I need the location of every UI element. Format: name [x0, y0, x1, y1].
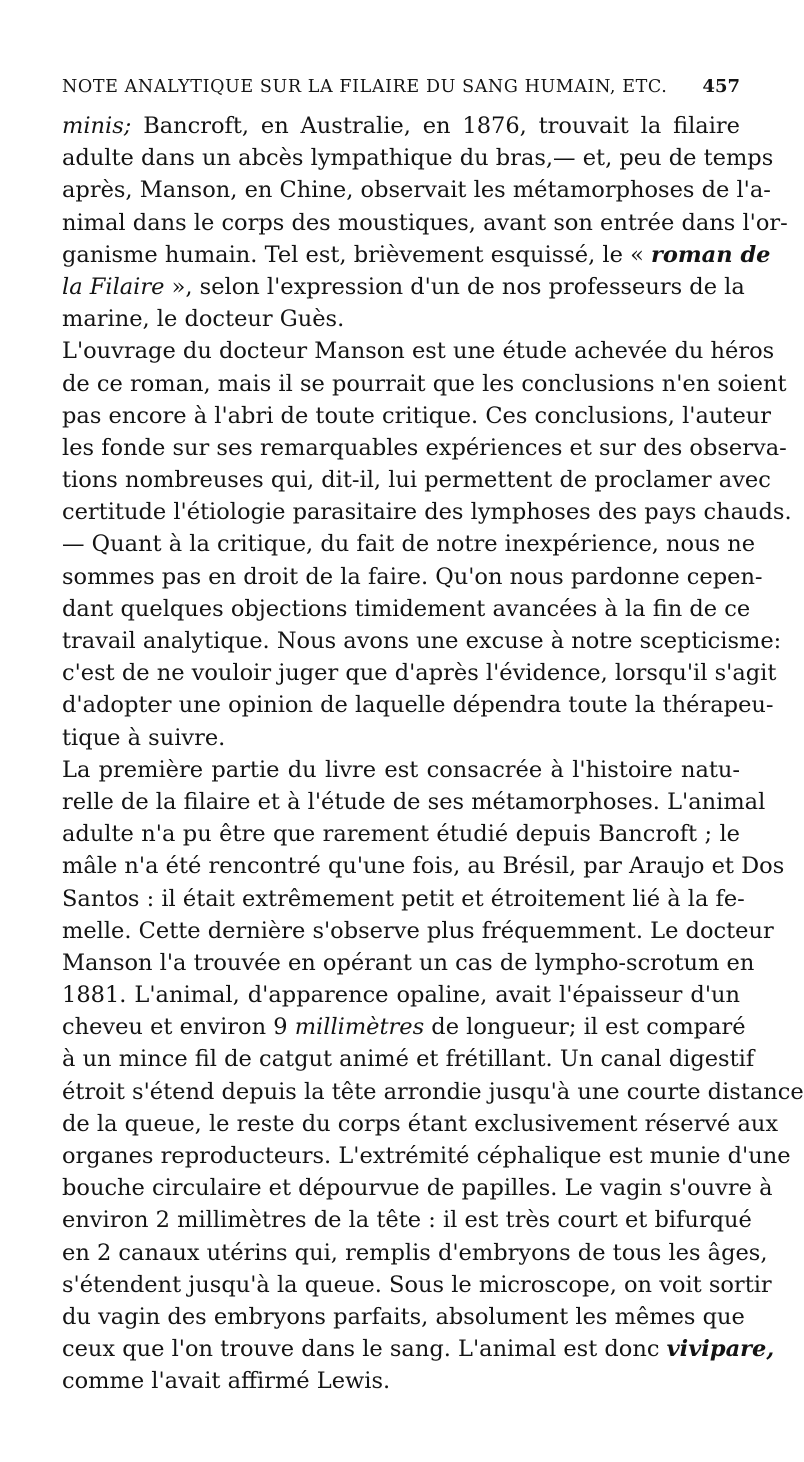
- line-text: à un mince fil de catgut animé et frétillant. Un canal digestif: [62, 1046, 755, 1073]
- line-text: relle de la filaire et à l'étude de ses métamorphoses. L'animal: [62, 788, 766, 815]
- text-line: [62, 1204, 752, 1236]
- line-text: organes reproducteurs. L'extrémité céphalique est munie d'une: [62, 1143, 791, 1169]
- line-text: tique à suivre.: [62, 724, 226, 751]
- line-text: 1881. L'animal, d'apparence opaline, avait l'épaisseur d'un: [62, 982, 740, 1009]
- italic-text: millimètres: [294, 1014, 425, 1041]
- text-line: [62, 561, 763, 593]
- line-text: en 2 canaux utérins qui, remplis d'embryons de tous les âges,: [62, 1239, 768, 1266]
- line-text: après, Manson, en Chine, observait les métamorphoses de l'a-: [62, 177, 771, 204]
- line-text: travail analytique. Nous avons une excuse à notre scepticisme:: [62, 628, 782, 654]
- text-line: [62, 335, 775, 367]
- line-text: adulte dans un abcès lympathique du bras,— et, peu de temps: [62, 145, 774, 172]
- text-line: [62, 432, 787, 464]
- line-text: marine, le docteur Guès.: [62, 306, 345, 333]
- line-text: ganisme humain. Tel est, brièvement esquissé, le «: [62, 241, 651, 268]
- line-text: d'adopter une opinion de laquelle dépendra toute la thérapeu-: [62, 692, 774, 719]
- running-title: NOTE ANALYTIQUE SUR LA FILAIRE DU SANG HUMAIN, ETC.: [62, 77, 668, 97]
- text-line: [62, 1011, 746, 1043]
- line-text: La première partie du livre est consacrée à l'histoire natu-: [62, 756, 740, 783]
- line-text: — Quant à la critique, du fait de notre inexpérience, nous ne: [62, 531, 756, 558]
- body-text: [62, 110, 804, 1398]
- text-line: [62, 625, 782, 657]
- page-number: 457: [702, 76, 740, 97]
- line-text: tions nombreuses qui, dit-il, lui permettent de proclamer avec: [62, 467, 771, 494]
- text-line: [62, 528, 756, 560]
- text-line: [62, 142, 774, 174]
- line-text: de la queue, le reste du corps étant exclusivement réservé aux: [62, 1110, 779, 1137]
- text-line: [62, 400, 772, 432]
- text-line: [62, 1333, 775, 1365]
- line-text: certitude l'étiologie parasitaire des lymphoses des pays chauds.: [62, 499, 792, 526]
- italic-text: minis;: [62, 113, 132, 139]
- line-text: cheveu et environ 9: [62, 1014, 295, 1041]
- line-text: ceux que l'on trouve dans le sang. L'animal est donc: [62, 1336, 667, 1363]
- line-text: de longueur; il est comparé: [424, 1014, 746, 1041]
- text-line: [62, 1172, 773, 1204]
- italic-text: roman de: [651, 241, 771, 268]
- text-line: [62, 979, 740, 1011]
- line-text: pas encore à l'abri de toute critique. Ces conclusions, l'auteur: [62, 402, 772, 429]
- line-text: étroit s'étend depuis la tête arrondie jusqu'à une courte distance: [62, 1078, 804, 1105]
- text-line: [62, 239, 771, 271]
- text-line: [62, 1269, 772, 1301]
- text-line: [62, 818, 740, 850]
- text-line: [62, 883, 745, 915]
- line-text: adulte n'a pu être que rarement étudié depuis Bancroft ; le: [62, 821, 740, 848]
- text-line: [62, 368, 787, 400]
- line-text: dant quelques objections timidement avancées à la fin de ce: [62, 595, 751, 622]
- line-text: mâle n'a été rencontré qu'une fois, au Brésil, par Araujo et Dos: [62, 853, 785, 880]
- text-line: [62, 110, 740, 142]
- text-line: [62, 947, 755, 979]
- line-text: les fonde sur ses remarquables expériences et sur des observa-: [62, 434, 787, 461]
- line-text: nimal dans le corps des moustiques, avant son entrée dans l'or-: [62, 209, 788, 236]
- line-text: », selon l'expression d'un de nos professeurs de la: [164, 273, 745, 300]
- text-line: [62, 593, 751, 625]
- line-text: du vagin des embryons parfaits, absolument les mêmes que: [62, 1303, 745, 1330]
- text-line: [62, 657, 777, 689]
- line-text: c'est de ne vouloir juger que d'après l'évidence, lorsqu'il s'agit: [62, 660, 777, 687]
- line-text: environ 2 millimètres de la tête : il est très court et bifurqué: [62, 1207, 752, 1234]
- text-line: [62, 271, 745, 303]
- text-line: [62, 915, 774, 947]
- text-line: [62, 1108, 779, 1140]
- text-line: [62, 1301, 745, 1333]
- text-line: [62, 689, 774, 721]
- line-text: melle. Cette dernière s'observe plus fréquemment. Le docteur: [62, 917, 774, 944]
- text-line: [62, 786, 766, 818]
- text-line: [62, 1140, 791, 1172]
- text-line: [62, 496, 792, 528]
- text-line: [62, 754, 740, 786]
- italic-text: la Filaire: [62, 273, 165, 300]
- text-line: [62, 1365, 740, 1397]
- running-head: [62, 76, 740, 100]
- line-text: s'étendent jusqu'à la queue. Sous le microscope, on voit sortir: [62, 1271, 772, 1298]
- text-line: [62, 722, 740, 754]
- text-line: [62, 174, 771, 206]
- line-text: bouche circulaire et dépourvue de papilles. Le vagin s'ouvre à: [62, 1175, 773, 1202]
- line-text: Bancroft, en Australie, en 1876, trouvait la filaire: [131, 113, 740, 139]
- text-line: [62, 303, 740, 335]
- text-line: [62, 1076, 804, 1108]
- line-text: L'ouvrage du docteur Manson est une étude achevée du héros: [62, 338, 775, 365]
- line-text: de ce roman, mais il se pourrait que les conclusions n'en soient: [62, 370, 787, 397]
- italic-text: vivipare,: [666, 1336, 775, 1363]
- text-line: [62, 1237, 768, 1269]
- text-line: [62, 207, 788, 239]
- text-line: [62, 464, 771, 496]
- line-text: comme l'avait affirmé Lewis.: [62, 1368, 391, 1395]
- line-text: Manson l'a trouvée en opérant un cas de lympho-scrotum en: [62, 949, 755, 976]
- line-text: sommes pas en droit de la faire. Qu'on nous pardonne cepen-: [62, 563, 763, 590]
- line-text: Santos : il était extrêmement petit et étroitement lié à la fe-: [62, 885, 745, 912]
- text-line: [62, 1043, 755, 1075]
- text-line: [62, 850, 785, 882]
